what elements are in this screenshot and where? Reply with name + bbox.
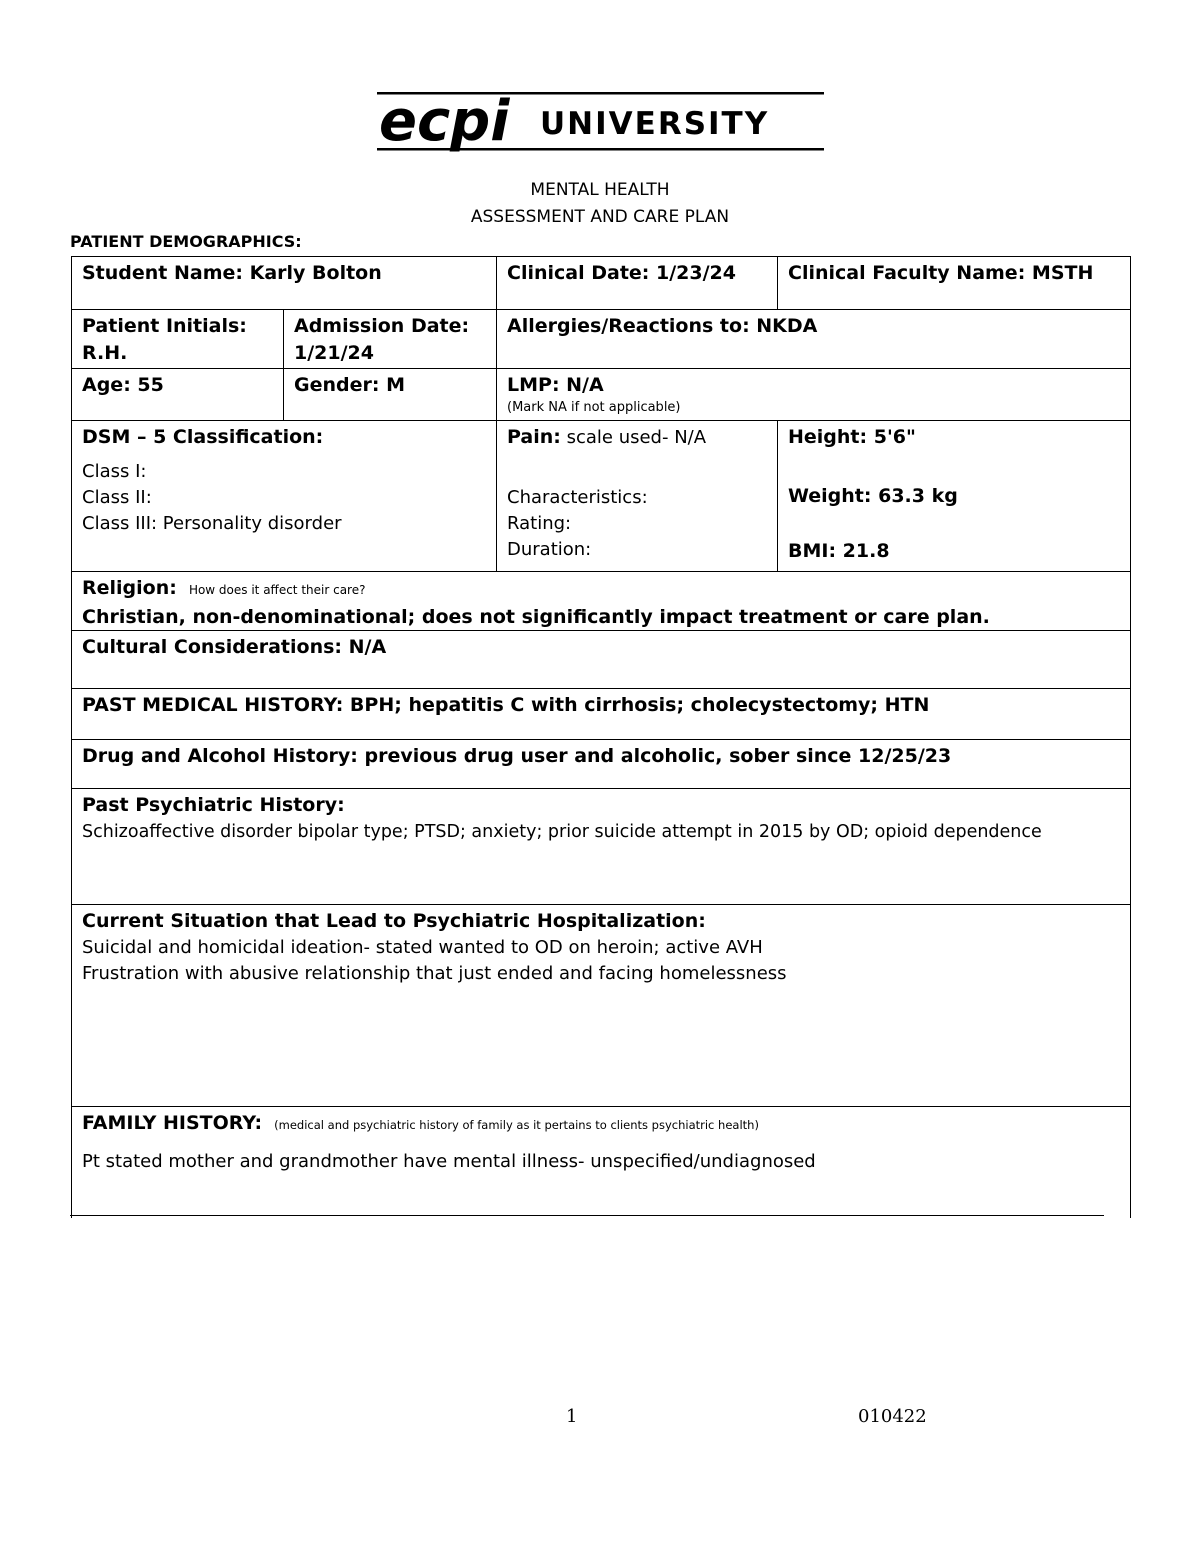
religion-label: Religion: — [82, 577, 177, 599]
family-history-label: FAMILY HISTORY: — [82, 1112, 263, 1134]
patient-initials-cell — [71, 309, 284, 369]
page-number: 1 — [566, 1406, 578, 1427]
vitals-cell — [777, 420, 1131, 572]
height: Height: 5'6" — [788, 426, 916, 448]
age-cell — [71, 368, 284, 421]
family-history-value: Pt stated mother and grandmother have mental illness- unspecified/undiagnosed — [82, 1151, 816, 1172]
clinical-date: Clinical Date: 1/23/24 — [507, 262, 736, 284]
pmh-cell — [71, 688, 1131, 740]
ecpi-university-logo — [377, 88, 824, 156]
form-code: 010422 — [858, 1406, 927, 1427]
pain-characteristics: Characteristics: — [507, 487, 648, 508]
dsm-cell — [71, 420, 497, 572]
age: Age: 55 — [82, 374, 164, 396]
header-line-2: ASSESSMENT AND CARE PLAN — [470, 207, 730, 227]
past-medical-history: PAST MEDICAL HISTORY: BPH; hepatitis C with cirrhosis; cholecystectomy; HTN — [82, 694, 930, 716]
dsm-class-2: Class II: — [82, 487, 152, 508]
logo-brand: ecpi — [379, 89, 510, 154]
drug-alcohol-cell — [71, 739, 1131, 789]
patient-initials-value: R.H. — [82, 342, 128, 364]
clinical-date-cell — [496, 256, 778, 310]
cultural-considerations: Cultural Considerations: N/A — [82, 636, 387, 658]
pain-rating: Rating: — [507, 513, 572, 534]
student-name: Student Name: Karly Bolton — [82, 262, 382, 284]
current-situation-cell — [71, 904, 1131, 1107]
current-situation-line-2: Frustration with abusive relationship that just ended and facing homelessness — [82, 963, 787, 984]
weight: Weight: 63.3 kg — [788, 485, 958, 507]
lmp-note: (Mark NA if not applicable) — [507, 400, 681, 415]
table-bottom-rule — [70, 1215, 1104, 1216]
dsm-class-3: Class III: Personality disorder — [82, 513, 342, 534]
admission-date-label: Admission Date: — [294, 315, 470, 337]
pain-label: Pain: — [507, 426, 561, 448]
pain-duration: Duration: — [507, 539, 592, 560]
admission-date-cell — [283, 309, 497, 369]
pain-scale: scale used- N/A — [560, 427, 707, 448]
drug-alcohol-history: Drug and Alcohol History: previous drug user and alcoholic, sober since 12/25/23 — [82, 745, 952, 767]
religion-value: Christian, non-denominational; does not significantly impact treatment or care plan. — [82, 606, 990, 628]
gender: Gender: M — [294, 374, 405, 396]
clinical-faculty-cell — [777, 256, 1131, 310]
family-history-cell — [71, 1106, 1131, 1218]
psych-history-label: Past Psychiatric History: — [82, 794, 345, 816]
demographics-label: PATIENT DEMOGRAPHICS: — [70, 232, 302, 251]
allergies: Allergies/Reactions to: NKDA — [507, 315, 818, 337]
lmp-cell — [496, 368, 1131, 421]
psych-history-cell — [71, 788, 1131, 905]
current-situation-line-1: Suicidal and homicidal ideation- stated wanted to OD on heroin; active AVH — [82, 937, 763, 958]
student-name-cell — [71, 256, 497, 310]
dsm-title: DSM – 5 Classification: — [82, 426, 324, 448]
psych-history-value: Schizoaffective disorder bipolar type; PTSD; anxiety; prior suicide attempt in 2015 by OD; opioid dependence — [82, 822, 1042, 842]
admission-date-value: 1/21/24 — [294, 342, 374, 364]
lmp: LMP: N/A — [507, 374, 604, 396]
allergies-cell — [496, 309, 1131, 369]
clinical-faculty: Clinical Faculty Name: MSTH — [788, 262, 1094, 284]
religion-cell — [71, 571, 1131, 631]
cultural-cell — [71, 630, 1131, 689]
pain-cell — [496, 420, 778, 572]
current-situation-label: Current Situation that Lead to Psychiatric Hospitalization: — [82, 910, 706, 932]
patient-initials-label: Patient Initials: — [82, 315, 247, 337]
family-history-note: (medical and psychiatric history of family as it pertains to clients psychiatric health) — [274, 1118, 759, 1132]
religion-note: How does it affect their care? — [188, 583, 366, 597]
header-line-1: MENTAL HEALTH — [530, 180, 670, 200]
dsm-class-1: Class I: — [82, 461, 147, 482]
gender-cell — [283, 368, 497, 421]
bmi: BMI: 21.8 — [788, 540, 890, 562]
logo-word: UNIVERSITY — [540, 106, 770, 142]
